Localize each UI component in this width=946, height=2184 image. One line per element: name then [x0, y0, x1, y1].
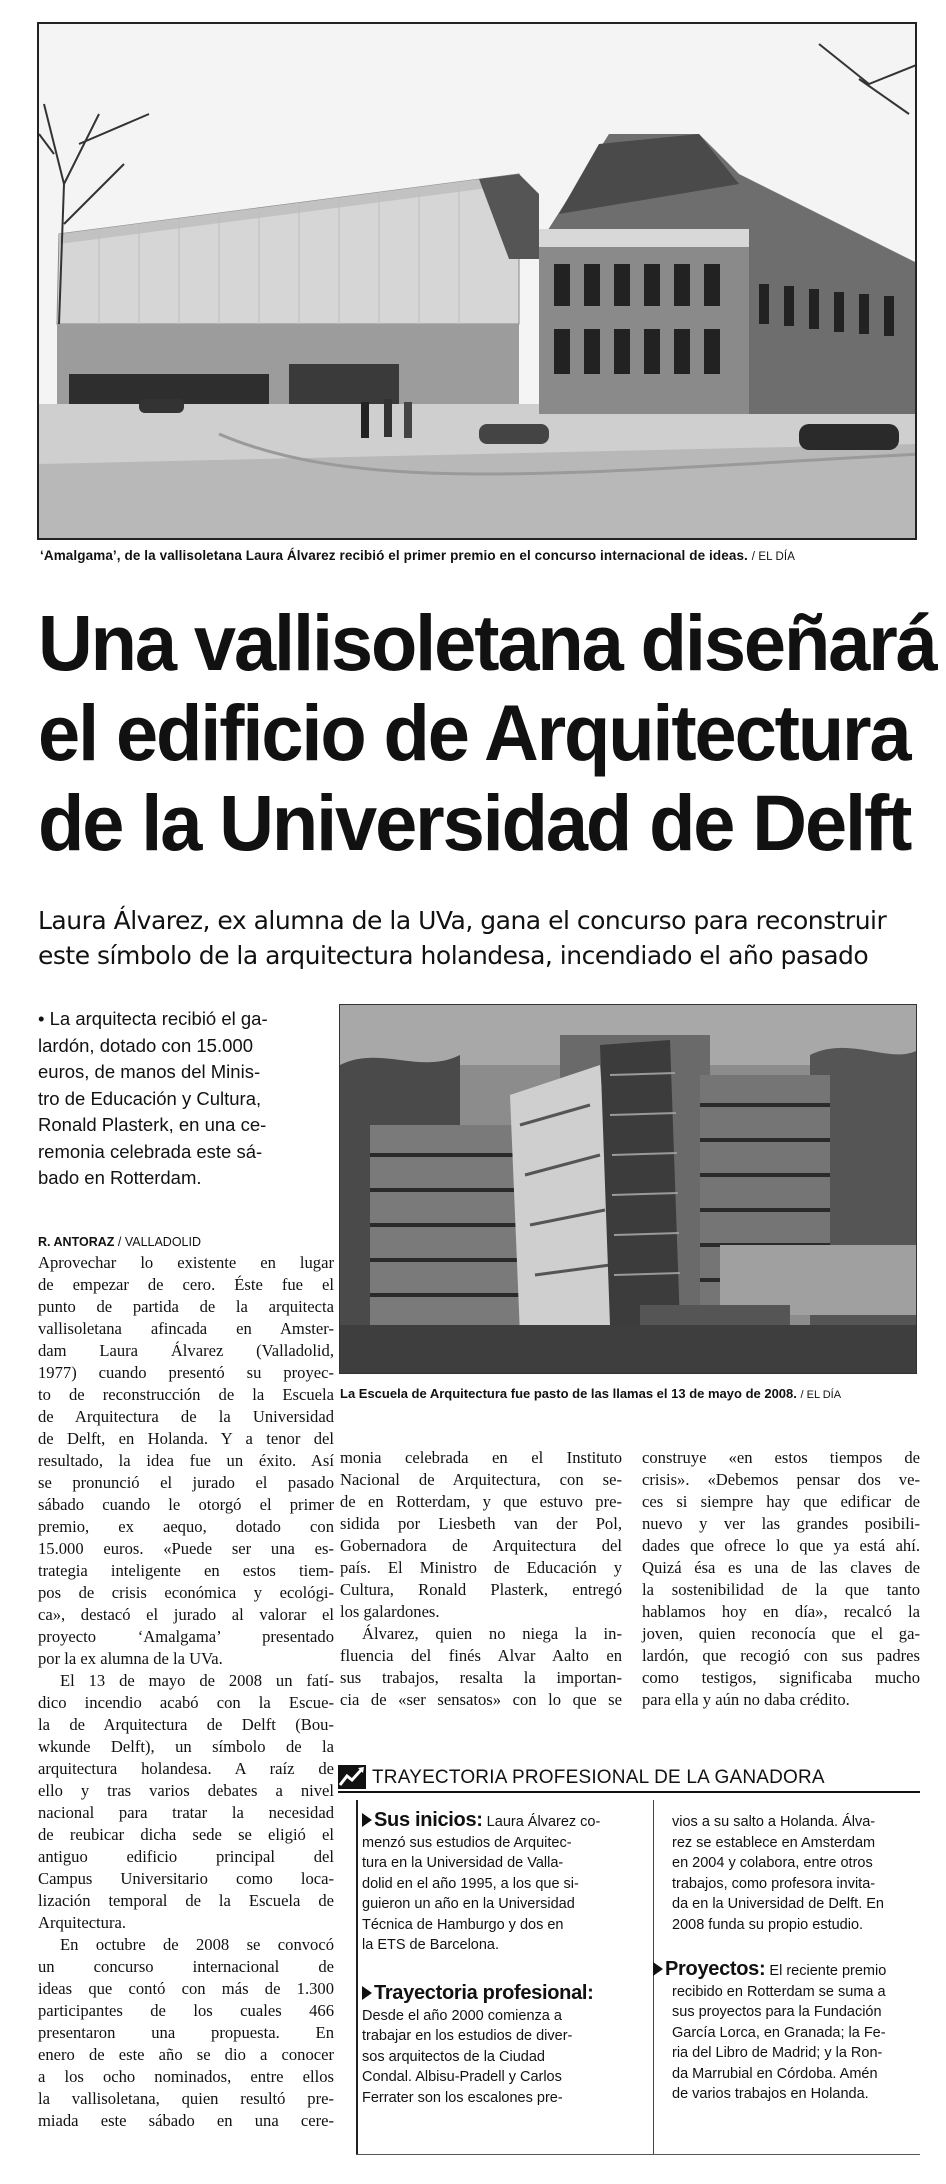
triangle-bullet-icon — [362, 1813, 372, 1827]
text-line: joven, quien reconocía que el ga- — [642, 1624, 920, 1643]
sidebar-border — [356, 1800, 358, 2155]
text-line: se pronunció el jurado el pasado — [38, 1473, 334, 1492]
text-line: antiguo edificio principal del — [38, 1847, 334, 1866]
text-line: fluencia del finés Alvar Aalto en — [340, 1646, 622, 1665]
section-heading: Trayectoria profesional: — [374, 1982, 594, 2004]
text-line: punto de partida de la arquitecta — [38, 1297, 334, 1316]
text-line: trabajos, como profesora invita- — [672, 1875, 876, 1892]
text-line: sus proyectos para la Fundación — [672, 2004, 882, 2020]
text-line: la ETS de Barcelona. — [362, 1937, 500, 1953]
text-line: ello y tras varios debates a nivel — [38, 1781, 334, 1800]
text-line: García Lorca, en Granada; la Fe- — [672, 2024, 886, 2041]
text-line: Cultura, Ronald Plasterk, entregó — [340, 1580, 622, 1599]
caption-text: ‘Amalgama’, de la vallisoletana Laura Álvarez recibió el primer premio en el concurso internacional de ideas. — [40, 548, 748, 563]
text-line: nacional para tratar la necesidad — [38, 1803, 334, 1822]
article-column-1 — [38, 1252, 334, 2132]
sidebar-border — [356, 2154, 920, 2155]
sidebar-header — [338, 1763, 920, 1793]
article-column-3 — [642, 1447, 920, 1711]
text-line: país. El Ministro de Educación y — [340, 1558, 622, 1577]
fire-photo — [339, 1004, 917, 1374]
summary-line: bado en Rotterdam. — [38, 1167, 202, 1188]
text-line: dades que ofrece lo que ya está ahí. — [642, 1536, 920, 1555]
text-line: ca», destacó el jurado al valorar el — [38, 1605, 334, 1624]
text-line: Álvarez, quien no niega la in- — [362, 1624, 622, 1643]
text-line: la sostenibilidad de la que tanto — [642, 1580, 920, 1599]
text-line: da Marrubial en Córdoba. Amén — [672, 2065, 878, 2082]
text-line: En octubre de 2008 se convocó — [60, 1935, 334, 1954]
subtitle-line: Laura Álvarez, ex alumna de la UVa, gana el concurso para reconstruir — [38, 906, 887, 935]
photo-credit: / EL DÍA — [800, 1389, 842, 1401]
summary — [38, 1006, 338, 1192]
byline-place: / VALLADOLID — [117, 1235, 202, 1249]
summary-line: remonia celebrada este sá- — [38, 1140, 263, 1162]
text-line: Campus Universitario como loca- — [38, 1869, 334, 1888]
text-line: dico incendio acabó con la Escue- — [38, 1693, 334, 1712]
text-line: la vallisoletana, quien resultó pre- — [38, 2089, 334, 2108]
text-line: un concurso internacional de — [38, 1957, 334, 1976]
text-line: participantes de los cuales 466 — [38, 2001, 334, 2020]
text-line: para ella y aún no daba crédito. — [642, 1690, 850, 1709]
text-line: trategia inteligente en estos tiem- — [38, 1561, 334, 1580]
headline-line: Una vallisoletana diseñará — [38, 598, 936, 687]
text-line: Arquitectura. — [38, 1913, 127, 1932]
text-line: de en Rotterdam, y que estuvo pre- — [340, 1492, 622, 1511]
sidebar-section-proyectos — [653, 1959, 921, 2105]
caption-text: La Escuela de Arquitectura fue pasto de las llamas el 13 de mayo de 2008. — [340, 1386, 797, 1401]
text-line: lardón, que recogió con sus padres — [642, 1646, 920, 1665]
text-line: Condal. Albisu-Pradell y Carlos — [362, 2069, 562, 2085]
summary-line: lardón, dotado con 15.000 — [38, 1034, 253, 1056]
sidebar-section-inicios — [362, 1810, 647, 1956]
text-line: 1977) cuando presentó su proyec- — [38, 1363, 334, 1382]
text-line: recibido en Rotterdam se suma a — [672, 1983, 886, 2000]
text-line: construye «en estos tiempos de — [642, 1448, 920, 1467]
text-line: Técnica de Hamburgo y dos en — [362, 1916, 564, 1933]
triangle-bullet-icon — [362, 1986, 372, 2000]
text-line: los galardones. — [340, 1602, 440, 1621]
text-line: dam Laura Álvarez (Valladolid, — [38, 1341, 334, 1360]
sidebar-section-continuacion — [672, 1812, 922, 1935]
architecture-rendering-photo — [39, 24, 917, 540]
text-line: proyecto ‘Amalgama’ presentado — [38, 1627, 334, 1646]
text-line: como testigos, significaba mucho — [642, 1668, 920, 1687]
byline — [38, 1235, 201, 1249]
text-line: Ferrater son los escalones pre- — [362, 2089, 563, 2106]
text-line: dolid en el año 1995, a los que si- — [362, 1875, 579, 1892]
text-line: de reubicar dicha sede se eligió el — [38, 1825, 334, 1844]
photo-caption — [40, 548, 920, 563]
rendering-photo — [37, 22, 917, 540]
text-line: to de reconstrucción de la Escuela — [38, 1385, 334, 1404]
text-line: Aprovechar lo existente en lugar — [38, 1253, 334, 1272]
text-line: ria del Libro de Madrid; y la Ron- — [672, 2045, 883, 2061]
byline-author: R. ANTORAZ — [38, 1235, 115, 1249]
text-line: en 2004 y colabora, entre otros — [672, 1855, 873, 1871]
text-line: crisis». «Debemos pensar dos ve- — [642, 1470, 920, 1489]
text-line: tura en la Universidad de Valla- — [362, 1855, 564, 1871]
text-line: wkunde Delft), un símbolo de la — [38, 1737, 334, 1756]
text-line: de Arquitectura de la Universidad — [38, 1407, 334, 1426]
text-line: El 13 de mayo de 2008 un fatí- — [60, 1671, 334, 1690]
text-line: monia celebrada en el Instituto — [340, 1448, 622, 1467]
text-line: enero de este año se dio a conocer — [38, 2045, 334, 2064]
text-line: guieron un año en la Universidad — [362, 1896, 575, 1912]
subtitle — [38, 903, 928, 973]
chart-trend-icon — [338, 1765, 366, 1789]
sidebar-title: TRAYECTORIA PROFESIONAL DE LA GANADORA — [372, 1767, 825, 1788]
text-line: de varios trabajos en Holanda. — [672, 2086, 869, 2102]
text-line: hablamos hoy en día», recalcó la — [642, 1602, 920, 1621]
section-heading: Sus inicios: — [374, 1809, 483, 1831]
subtitle-line: este símbolo de la arquitectura holandesa, incendiado el año pasado — [38, 941, 869, 970]
text-line: resultado, la idea fue un éxito. Así — [38, 1451, 334, 1470]
text-line: Desde el año 2000 comienza a — [362, 2007, 562, 2024]
text-line: da en la Universidad de Delft. En — [672, 1896, 884, 1912]
text-line: nuevo y ver las grandes posibili- — [642, 1514, 920, 1533]
text-line: rez se establece en Amsterdam — [672, 1834, 876, 1851]
text-line: 15.000 euros. «Puede ser una es- — [38, 1539, 334, 1558]
text-line: sus trabajos, resalta la importan- — [340, 1668, 622, 1687]
text-line: pos de crisis económica y ecológi- — [38, 1583, 334, 1602]
article-column-2 — [340, 1447, 622, 1711]
headline — [38, 598, 936, 868]
text-line: sos arquitectos de la Ciudad — [362, 2048, 545, 2065]
text-line: Nacional de Arquitectura, con se- — [340, 1470, 622, 1489]
text-line: 2008 funda su propio estudio. — [672, 1916, 864, 1933]
headline-line: de la Universidad de Delft — [38, 778, 911, 867]
text-line: de Delft, en Holanda. Y a tenor del — [38, 1429, 334, 1448]
text-line: presentaron una propuesta. En — [38, 2023, 334, 2042]
sidebar-section-trayectoria — [362, 1983, 647, 2108]
text-line: lización temporal de la Escuela de — [38, 1891, 334, 1910]
text-line: menzó sus estudios de Arquitec- — [362, 1834, 572, 1851]
text-line: vallisoletana afincada en Amster- — [38, 1319, 334, 1338]
summary-line: Ronald Plasterk, en una ce- — [38, 1114, 267, 1135]
text-line: ideas que contó con más de 1.300 — [38, 1979, 334, 1998]
text-line: premio, ex aequo, dotado con — [38, 1517, 334, 1536]
text-line: ces si siempre hay que edificar de — [642, 1492, 920, 1511]
text-line: de empezar de cero. Éste fue el — [38, 1275, 334, 1294]
text-line: vios a su salto a Holanda. Álva- — [672, 1814, 876, 1830]
triangle-bullet-icon — [653, 1962, 663, 1976]
text-line: cia de «ser sensatos» con lo que se — [340, 1690, 622, 1709]
text-line: miada este sábado en una cere- — [38, 2111, 334, 2130]
summary-line: • La arquitecta recibió el ga- — [38, 1008, 268, 1029]
burned-building-photo — [340, 1005, 917, 1374]
text-line: Laura Álvarez co- — [482, 1814, 601, 1830]
summary-line: euros, de manos del Minis- — [38, 1061, 261, 1082]
photo-caption — [340, 1386, 920, 1401]
text-line: la de Arquitectura de Delft (Bou- — [38, 1715, 334, 1734]
photo-credit: / EL DÍA — [751, 551, 795, 563]
section-heading: Proyectos: — [665, 1958, 766, 1980]
headline-line: el edificio de Arquitectura — [38, 688, 910, 777]
text-line: El reciente premio — [765, 1963, 887, 1979]
text-line: a los ocho nominados, entre ellos — [38, 2067, 334, 2086]
text-line: Gobernadora de Arquitectura del — [340, 1536, 622, 1555]
text-line: por la ex alumna de la UVa. — [38, 1649, 223, 1668]
text-line: sidida por Liesbeth van der Pol, — [340, 1514, 622, 1533]
text-line: trabajar en los estudios de diver- — [362, 2028, 573, 2044]
text-line: sábado cuando le otorgó el primer — [38, 1495, 334, 1514]
text-line: arquitectura holandesa. A raíz de — [38, 1759, 334, 1778]
text-line: Quizá ésa es una de las claves de — [642, 1558, 920, 1577]
summary-line: tro de Educación y Cultura, — [38, 1087, 262, 1109]
